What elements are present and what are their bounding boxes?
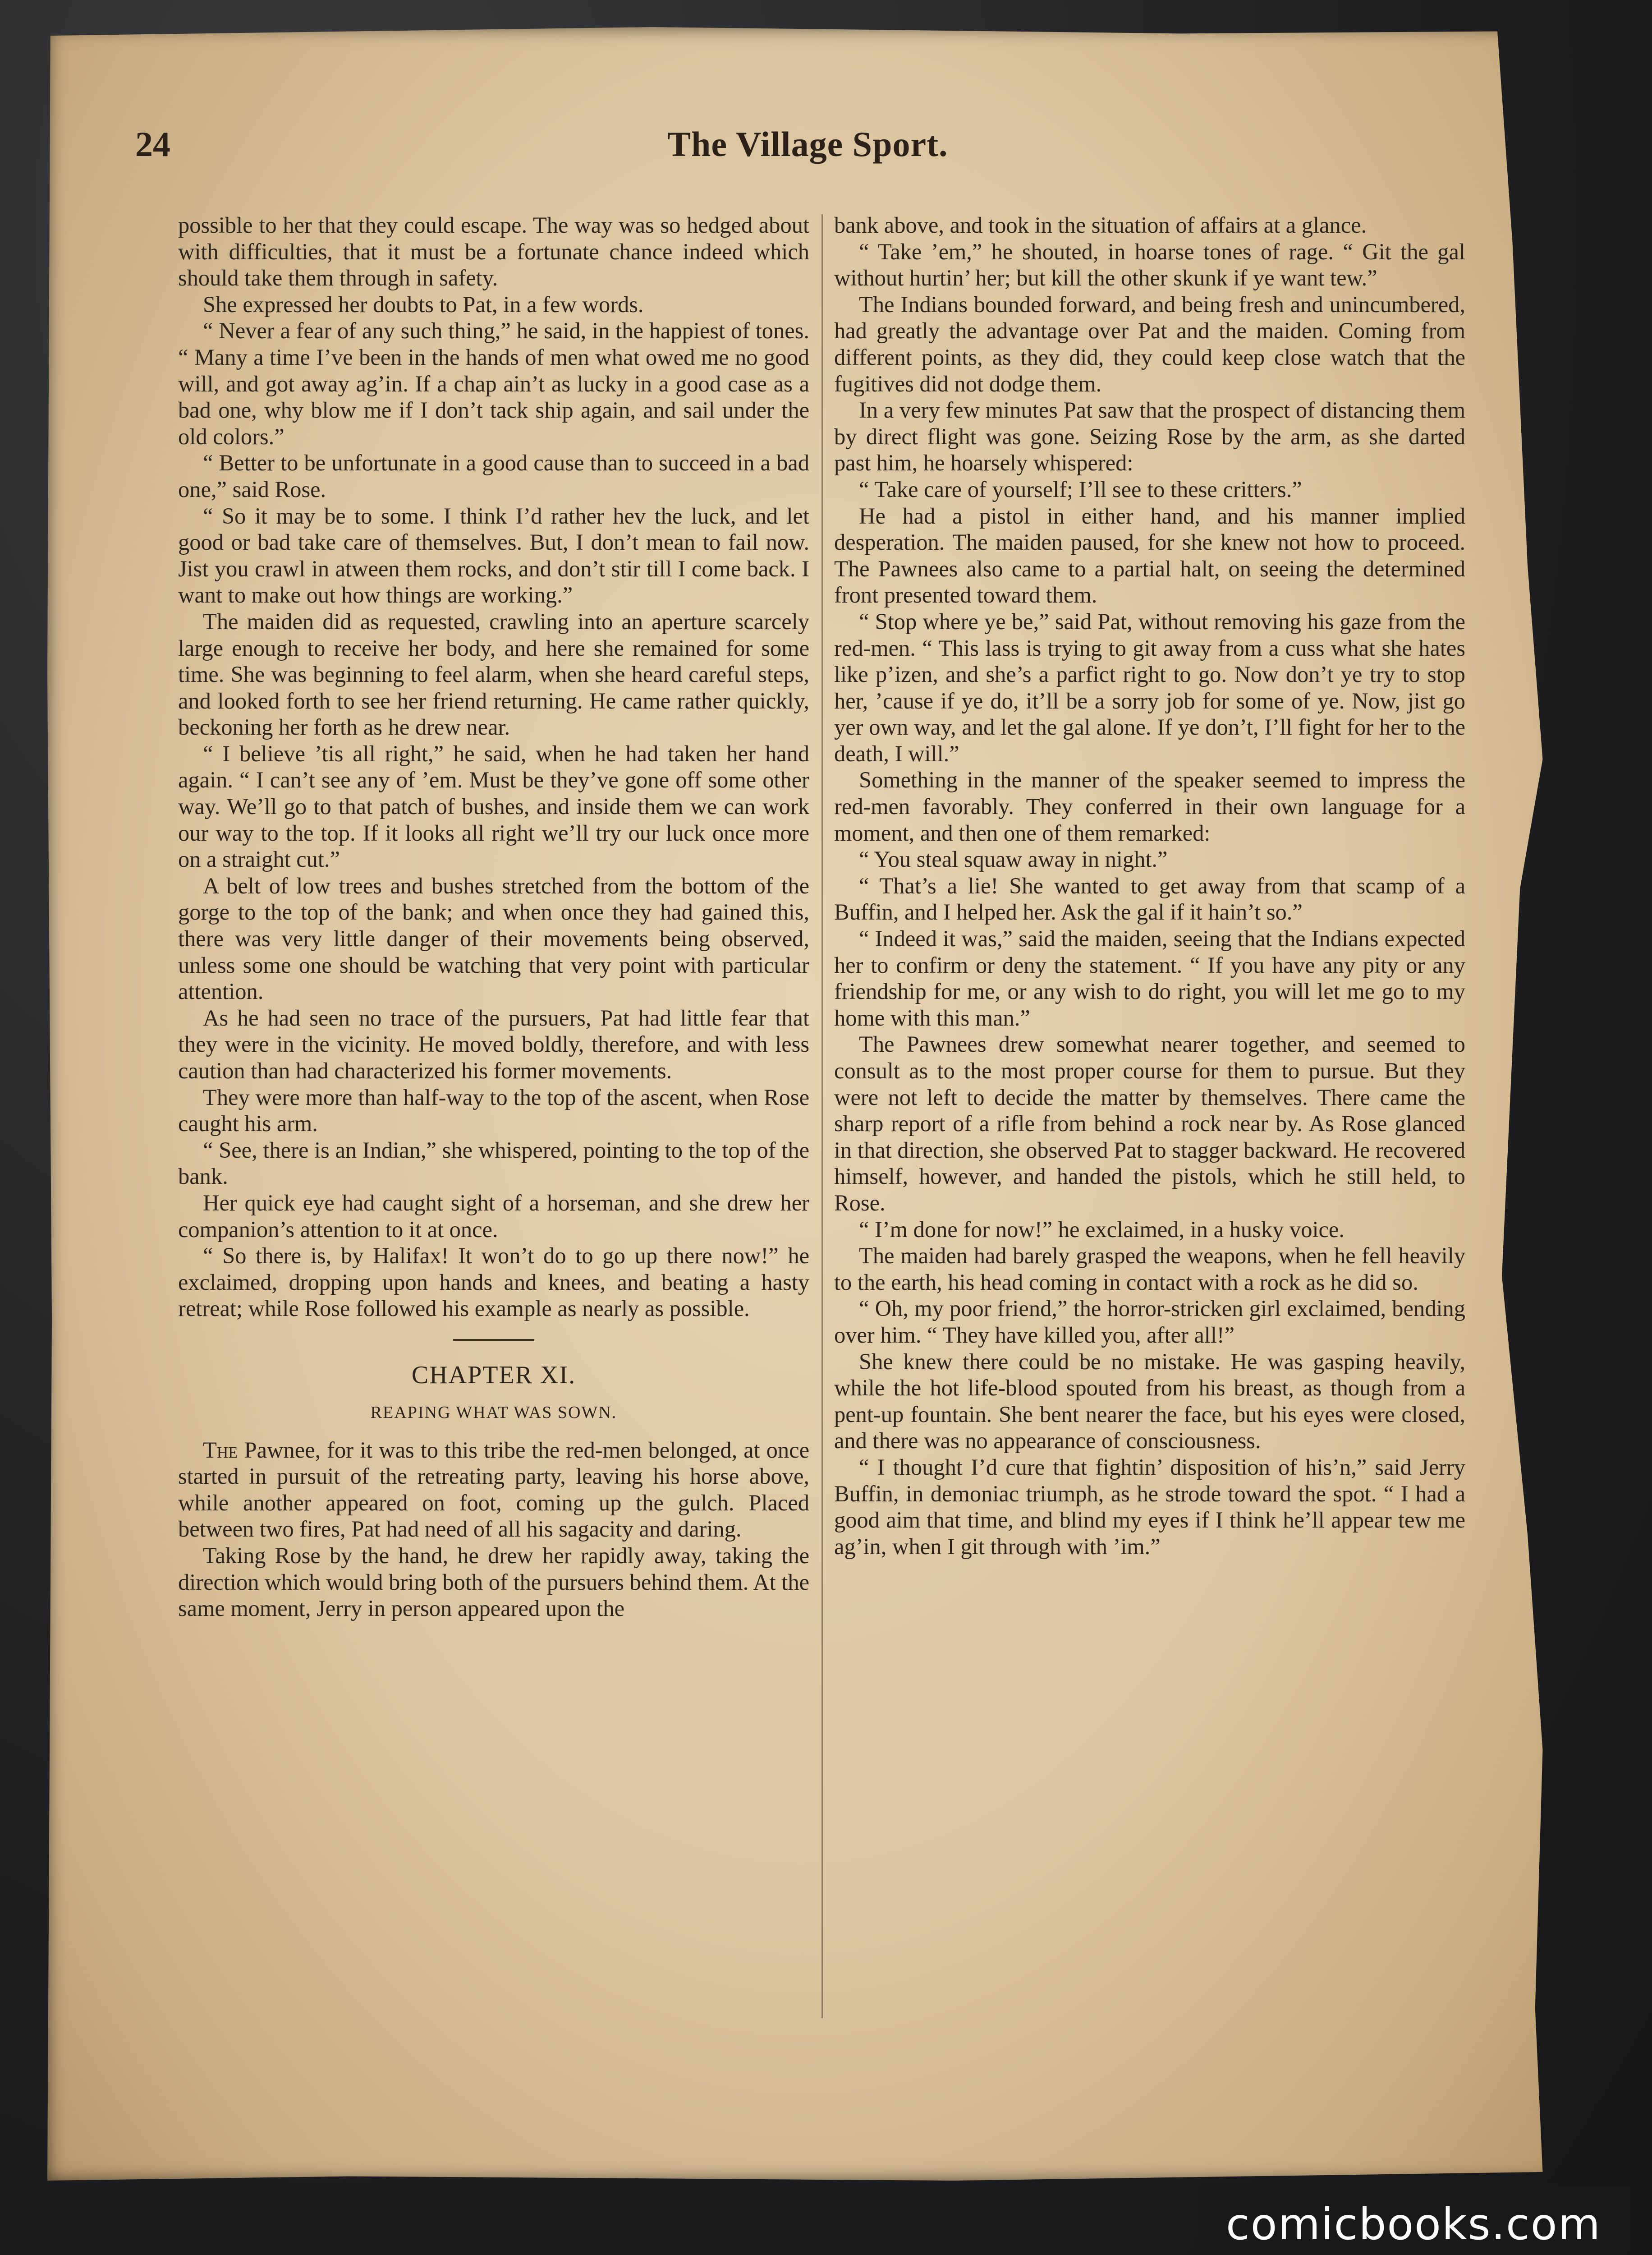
- paragraph: She expressed her doubts to Pat, in a few words.: [203, 291, 644, 317]
- paragraph: “ I thought I’d cure that fightin’ disposition of his’n,” said Jerry Buffin, in demoniac triumph, as he strode toward the spot. “ I had a good aim that time, and blind my eyes if I think he’ll appear tew me ag’in, when I git through with ’im.”: [834, 1454, 1465, 1559]
- paragraph: “ Never a fear of any such thing,” he said, in the happiest of tones. “ Many a time I’ve been in the hands of men what owed me no good will, and got away ag’in. If a chap ain’t as lucky in a good case as a bad one, why blow me if I don’t tack ship again, and sail under the old colors.”: [178, 318, 809, 449]
- watermark-logo: comicbooks.com: [1197, 2185, 1630, 2255]
- paragraph: “ So it may be to some. I think I’d rather hev the luck, and let good or bad take care of themselves. But, I don’t mean to fail now. Jist you crawl in atween them rocks, and don’t stir till I come back. I want to make out how things are working.”: [178, 503, 809, 608]
- right-text-column: [834, 212, 1465, 1560]
- paragraph: “ Better to be unfortunate in a good cause than to succeed in a bad one,” said Rose.: [178, 450, 809, 502]
- paragraph: “ So there is, by Halifax! It won’t do to go up there now!” he exclaimed, dropping upon hands and knees, and beating a hasty retreat; while Rose followed his example as nearly as possible.: [178, 1243, 809, 1321]
- paragraph: “ I believe ’tis all right,” he said, when he had taken her hand again. “ I can’t see any of ’em. Must be they’ve gone off some other way. We’ll go to that patch of bushes, and inside them we can work our way to the top. If it looks all right we’ll try our luck once more on a straight cut.”: [178, 741, 809, 872]
- paragraph: In a very few minutes Pat saw that the prospect of distancing them by direct flight was gone. Seizing Rose by the arm, as she darted past him, he hoarsely whispered:: [834, 397, 1465, 476]
- paragraph: He had a pistol in either hand, and his manner implied desperation. The maiden paused, for she knew not how to proceed. The Pawnees also came to a partial halt, on seeing the determined front presented toward them.: [834, 503, 1465, 608]
- left-text-column: [178, 212, 809, 1622]
- paragraph: Her quick eye had caught sight of a horseman, and she drew her companion’s attention to it at once.: [178, 1190, 809, 1242]
- paragraph: The maiden did as requested, crawling into an aperture scarcely large enough to receive her body, and here she remained for some time. She was beginning to feel alarm, when she heard careful steps, and looked forth to see her friend returning. He came rather quickly, beckoning her forth as he drew near.: [178, 608, 809, 740]
- page-header: [135, 115, 1470, 183]
- paragraph: “ Take care of yourself; I’ll see to these critters.”: [859, 476, 1302, 502]
- chapter-subtitle: REAPING WHAT WAS SOWN.: [370, 1403, 617, 1422]
- chapter-first-paragraph: [178, 1437, 809, 1542]
- paragraph: As he had seen no trace of the pursuers, Pat had little fear that they were in the vicinity. He moved boldly, therefore, and with less caution than had characterized his former movements.: [178, 1005, 809, 1083]
- chapter-first-paragraph-text: Pawnee, for it was to this tribe the red-men belonged, at once started in pursuit of the retreating party, leaving his horse above, while another appeared on foot, coming up the gulch. Placed between two fires, Pat had need of all his sagacity and daring.: [178, 1437, 809, 1542]
- paragraph: Taking Rose by the hand, he drew her rapidly away, taking the direction which would bring both of the pursuers behind them. At the same moment, Jerry in person appeared upon the: [178, 1542, 809, 1621]
- paragraph: A belt of low trees and bushes stretched from the bottom of the gorge to the top of the bank; and when once they had gained this, there was very little danger of their movements being observed, unless some one should be watching that very point with particular attention.: [178, 873, 809, 1004]
- paragraph: “ Indeed it was,” said the maiden, seeing that the Indians expected her to confirm or deny the statement. “ If you have any pity or any friendship for me, or any wish to do right, you will let me go to my home with this man.”: [834, 926, 1465, 1031]
- paragraph: “ Oh, my poor friend,” the horror-stricken girl exclaimed, bending over him. “ They have killed you, after all!”: [834, 1296, 1465, 1348]
- paragraph: They were more than half-way to the top of the ascent, when Rose caught his arm.: [178, 1084, 809, 1137]
- paragraph: The Pawnees drew somewhat nearer together, and seemed to consult as to the most proper course for them to pursue. But they were not left to decide the matter by themselves. There came the sharp report of a rifle from behind a rock near by. As Rose glanced in that direction, she observed Pat to stagger backward. He recovered himself, however, and handed the pistols, which he still held, to Rose.: [834, 1031, 1465, 1215]
- paragraph: The maiden had barely grasped the weapons, when he fell heavily to the earth, his head coming in contact with a rock as he did so.: [834, 1243, 1465, 1295]
- paragraph: bank above, and took in the situation of affairs at a glance.: [834, 212, 1367, 238]
- section-divider-rule: [453, 1339, 534, 1341]
- page-number: 24: [135, 124, 170, 164]
- paragraph: “ See, there is an Indian,” she whispered, pointing to the top of the bank.: [178, 1137, 809, 1189]
- paragraph: “ That’s a lie! She wanted to get away from that scamp of a Buffin, and I helped her. Ask the gal if it hain’t so.”: [834, 873, 1465, 925]
- paragraph: Something in the manner of the speaker seemed to impress the red-men favorably. They conferred in their own language for a moment, and then one of them remarked:: [834, 767, 1465, 846]
- column-divider: [821, 214, 823, 2018]
- chapter-lead-word: The: [203, 1437, 238, 1463]
- paragraph: possible to her that they could escape. The way was so hedged about with difficulties, that it must be a fortunate chance indeed which should take them through in safety.: [178, 212, 809, 291]
- paragraph: She knew there could be no mistake. He was gasping heavily, while the hot life-blood spouted from his breast, as though from a pent-up fountain. She bent nearer the face, but his eyes were closed, and there was no appearance of consciousness.: [834, 1348, 1465, 1454]
- running-title: The Village Sport.: [667, 124, 948, 164]
- paragraph: The Indians bounded forward, and being fresh and unincumbered, had greatly the advantage over Pat and the maiden. Coming from different points, as they did, they could keep close watch that the fugitives did not dodge them.: [834, 291, 1465, 396]
- paragraph: “ Take ’em,” he shouted, in hoarse tones of rage. “ Git the gal without hurtin’ her; but kill the other skunk if ye want tew.”: [834, 239, 1465, 291]
- paragraph: “ Stop where ye be,” said Pat, without removing his gaze from the red-men. “ This lass is trying to git away from a cuss what she hates like p’izen, and she’s a parfict right to go. Now don’t ye try to stop her, ’cause if ye do, it’ll be a sorry job for some of ye. Now, jist go yer own way, and let the gal alone. If ye don’t, I’ll fight for her to the death, I will.”: [834, 608, 1465, 766]
- paragraph: “ I’m done for now!” he exclaimed, in a husky voice.: [859, 1216, 1345, 1242]
- paragraph: “ You steal squaw away in night.”: [859, 847, 1168, 872]
- chapter-heading: CHAPTER XI.: [411, 1361, 576, 1389]
